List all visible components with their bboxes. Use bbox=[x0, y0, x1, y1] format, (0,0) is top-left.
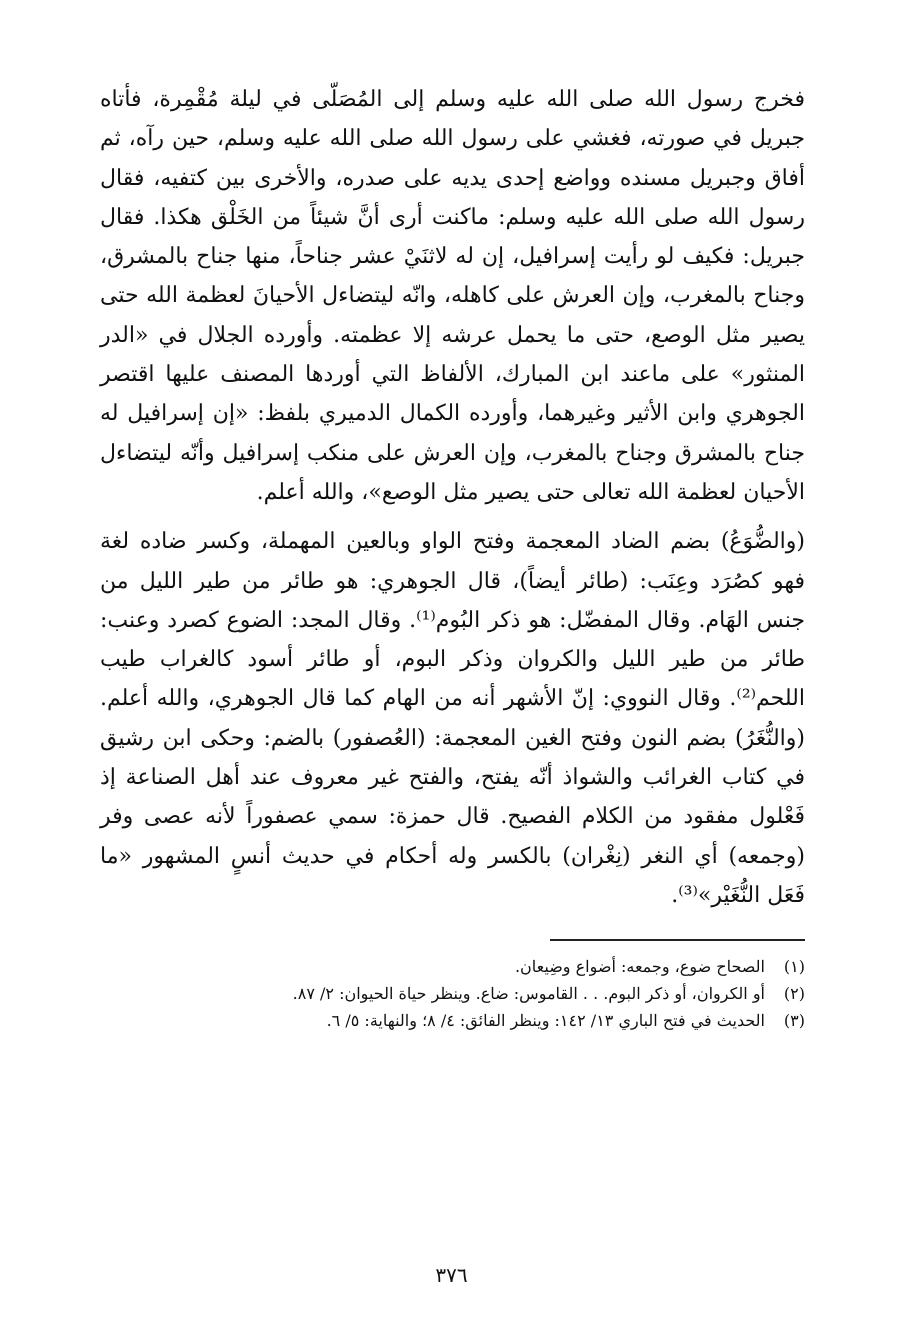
footnote-3 bbox=[100, 1007, 805, 1034]
footnote-text: أو الكروان، أو ذكر البوم. . . القاموس: ضاع. وينظر حياة الحيوان: ٢/ ٨٧. bbox=[292, 984, 765, 1004]
footnote-2 bbox=[100, 980, 805, 1007]
page-number: ٣٧٦ bbox=[435, 1263, 468, 1287]
footnote-text: الحديث في فتح الباري ١٣/ ١٤٢: وينظر الفائق: ٤/ ٨؛ والنهاية: ٥/ ٦. bbox=[326, 1011, 765, 1031]
footnote-1 bbox=[100, 953, 805, 980]
footnotes bbox=[100, 953, 805, 1034]
footnote-divider bbox=[550, 939, 805, 941]
footnote-text: الصحاح ضوع، وجمعه: أضواع وضِيعان. bbox=[514, 957, 765, 977]
footnote-number: (١) bbox=[783, 957, 805, 977]
paragraph-2: (والضُّوَعُ) بضم الضاد المعجمة وفتح الواو وبالعين المهملة، وكسر ضاده لغة فهو كصُرَد وعِنَب: (طائر أيضاً)، قال الجوهري: هو طائر من طير الليل من جنس الهَام. وقال المفضّل: هو ذكر البُوم⁽¹⁾. وقال المجد: الضوع كصرد وعنب: طائر من طير الليل والكروان وذكر البوم، أو طائر أسود كالغراب طيب اللحم⁽²⁾. وقال النووي: إنّ الأشهر أنه من الهام كما قال الجوهري، والله أعلم. (والنُّغَرُ) بضم النون وفتح الغين المعجمة: (العُصفور) بالضم: وحكى ابن رشيق في كتاب الغرائب والشواذ أنّه يفتح، والفتح غير معروف عند أهل الصناعة إذ فَعْلول مفقود من الكلام الفصيح. قال حمزة: سمي عصفوراً لأنه عصى وفر (وجمعه) أي النغر (نِغْران) بالكسر وله أحكام في حديث أنسٍ المشهور «ما فَعَل النُّغَيْر»⁽³⁾. bbox=[100, 529, 805, 908]
paragraph-1: فخرج رسول الله صلى الله عليه وسلم إلى المُصَلّى في ليلة مُقْمِرة، فأتاه جبريل في صورته، فغشي على رسول الله صلى الله عليه وسلم، حين رآه، ثم أفاق وجبريل مسنده وواضع إحدى يديه على صدره، والأخرى بين كتفيه، فقال رسول الله صلى الله عليه وسلم: ماكنت أرى أنَّ شيئاً من الخَلْق هكذا. فقال جبريل: فكيف لو رأيت إسرافيل، إن له لاثنَيْ عشر جناحاً، منها جناح بالمشرق، وجناح بالمغرب، وإن العرش على كاهله، وانّه ليتضاءل الأحيانَ لعظمة الله حتى يصير مثل الوصع، حتى ما يحمل عرشه إلا عظمته. وأورده الجلال في «الدر المنثور» على ماعند ابن المبارك، الألفاظ التي أوردها المصنف عليها اقتصر الجوهري وابن الأثير وغيرهما، وأورده الكمال الدميري بلفظ: «إن إسرافيل له جناح بالمشرق وجناح بالمغرب، وإن العرش على منكب إسرافيل وأنّه ليتضاءل الأحيان لعظمة الله تعالى حتى يصير مثل الوصع»، والله أعلم. bbox=[100, 87, 805, 505]
footnote-number: (٣) bbox=[783, 1011, 805, 1031]
footnote-number: (٢) bbox=[783, 984, 805, 1004]
page-content bbox=[100, 80, 805, 1034]
